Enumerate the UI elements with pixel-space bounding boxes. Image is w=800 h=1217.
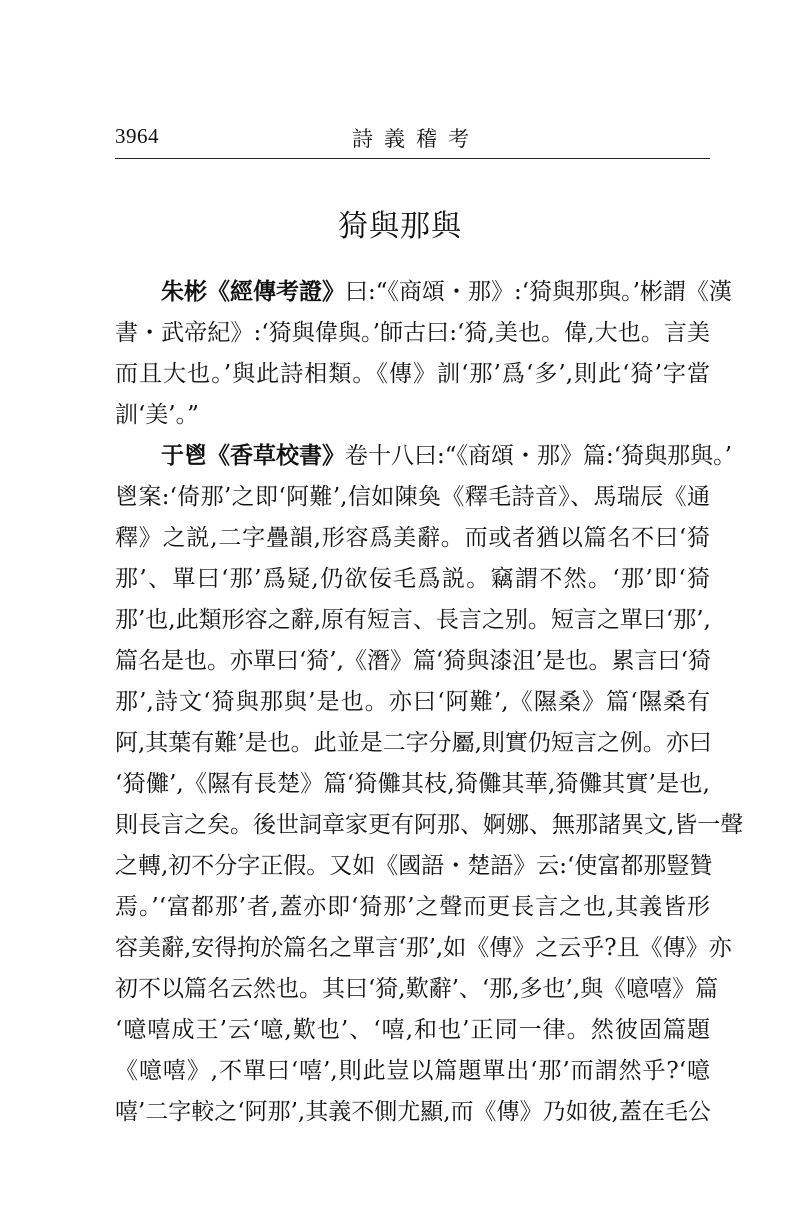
text-line: 書・武帝紀》:‘猗與偉與。’師古曰:‘猗,美也。偉,大也。言美 xyxy=(115,320,710,346)
text-line: 釋》之説,二字疊韻,形容爲美辭。而或者猶以篇名不曰‘猗 xyxy=(115,525,710,551)
line-text: 曰:“《商頌・那》:‘猗與那與。’彬謂《漢 xyxy=(345,279,732,305)
source-citation: 朱彬《經傳考證》 xyxy=(161,278,345,305)
text-line: 嘻’二字較之‘阿那’,其義不側尤顯,而《傳》乃如彼,蓋在毛公 xyxy=(115,1099,711,1125)
source-citation: 于鬯《香草校書》 xyxy=(161,442,345,469)
text-line: 那’、單曰‘那’爲疑,仍欲佞毛爲説。竊謂不然。‘那’即‘猗 xyxy=(115,566,710,592)
text-line: 鬯案:‘倚那’之即‘阿難’,信如陳奐《釋毛詩音》、馬瑞辰《通 xyxy=(115,484,710,510)
text-line: 阿,其葉有難’是也。此並是二字分屬,則實仍短言之例。亦曰 xyxy=(115,730,712,756)
text-line xyxy=(115,277,732,307)
text-line: 初不以篇名云然也。其曰‘猗,歎辭’、‘那,多也’,與《噫嘻》篇 xyxy=(115,976,719,1002)
text-line xyxy=(115,441,732,471)
running-title: 詩義稽考 xyxy=(352,127,480,151)
line-text: 卷十八曰:“《商頌・那》篇:‘猗與那與。’ xyxy=(345,443,732,469)
text-line: 之轉,初不分字正假。又如《國語・楚語》云:‘使富都那豎贊 xyxy=(115,853,713,879)
text-line: 《噫嘻》,不單曰‘嘻’,則此豈以篇題單出‘那’而謂然乎?‘噫 xyxy=(115,1058,710,1084)
text-line: 篇名是也。亦單曰‘猗’,《潛》篇‘猗與漆沮’是也。累言曰‘猗 xyxy=(115,648,711,674)
text-line: 那’,詩文‘猗與那與’是也。亦曰‘阿難’,《隰桑》篇‘隰桑有 xyxy=(115,689,710,715)
text-line: 焉。’‘富都那’者,蓋亦即‘猗那’之聲而更長言之也,其義皆形 xyxy=(115,894,710,920)
text-line: 則長言之矣。後世詞章家更有阿那、婀娜、無那諸異文,皆一聲 xyxy=(115,812,744,838)
text-line: 而且大也。’與此詩相類。《傳》訓‘那’爲‘多’,則此‘猗’字當 xyxy=(115,361,710,387)
entry-title: 猗與那與 xyxy=(338,209,462,244)
text-line: ‘噫嘻成王’云‘噫,歎也’、‘嘻,和也’正同一律。然彼固篇題 xyxy=(115,1017,710,1043)
text-line: ‘猗儺’,《隰有長楚》篇‘猗儺其枝,猗儺其華,猗儺其實’是也, xyxy=(115,771,710,797)
text-line: 那’也,此類形容之辭,原有短言、長言之别。短言之單曰‘那’, xyxy=(115,607,711,633)
text-line: 容美辭,安得拘於篇名之單言‘那’,如《傳》之云乎?且《傳》亦 xyxy=(115,935,732,961)
text-line: 訓‘美’。” xyxy=(115,402,199,428)
running-header xyxy=(115,112,710,159)
page-number: 3964 xyxy=(115,124,159,148)
